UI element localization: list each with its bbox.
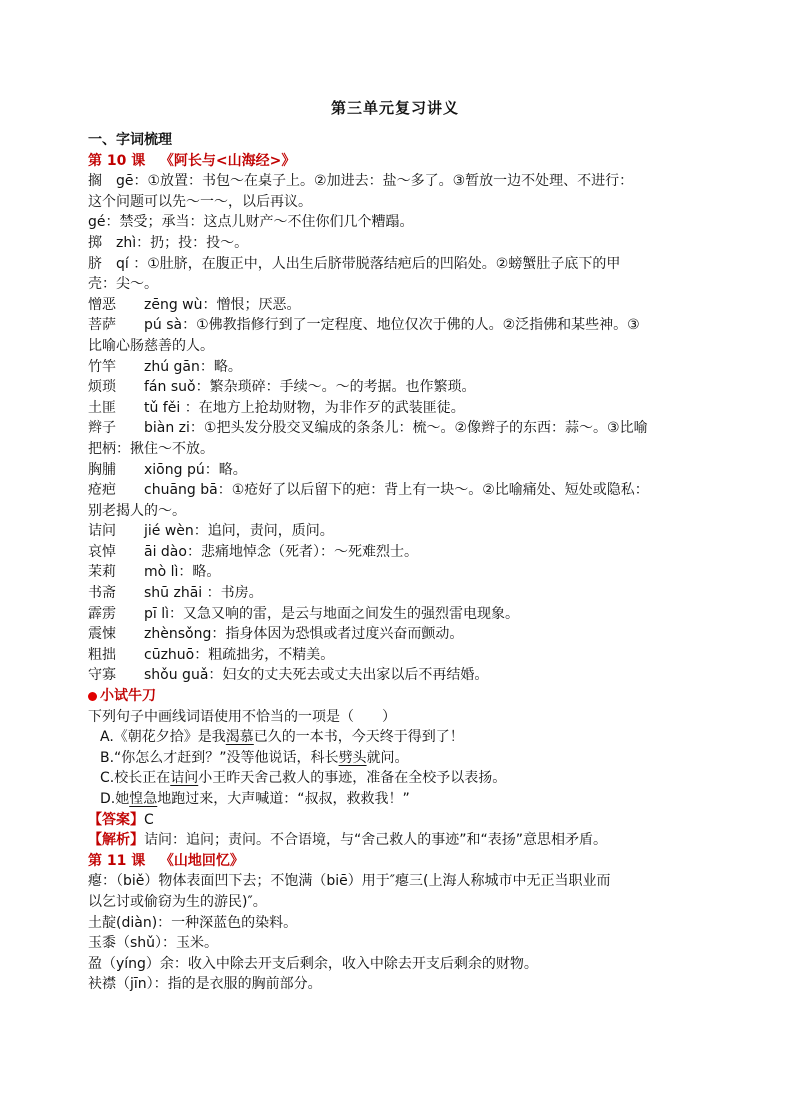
vocab-line: 辫子 biàn zi：①把头发分股交叉编成的条条儿：梳～。②像辫子的东西：蒜～。③比喻 (88, 420, 648, 437)
lesson-10-vocab-list (88, 171, 708, 686)
vocab-line: 烦琐 fán suǒ：繁杂琐碎：手续～。～的考据。也作繁琐。 (88, 379, 476, 396)
vocab-line: 比喻心肠慈善的人。 (88, 337, 214, 354)
underlined-word: 渴慕 (225, 729, 254, 746)
lesson-10-name: 《阿长与<山海经>》 (159, 152, 296, 169)
quiz-heading (88, 686, 708, 707)
lesson-11-heading (88, 851, 708, 872)
option-text: A.《朝花夕拾》是我 (100, 729, 226, 746)
vocab-line: 胸脯 xiōng pú：略。 (88, 461, 247, 478)
vocab-line: 憎恶 zēng wù：憎恨；厌恶。 (88, 296, 301, 313)
vocab-line: gé：禁受；承当：这点儿财产～不住你们几个糟蹋。 (88, 214, 414, 231)
vocab-line: 粗拙 cūzhuō：粗疏拙劣，不精美。 (88, 646, 335, 663)
vocab-line: 霹雳 pī lì：又急又响的雷，是云与地面之间发生的强烈雷电现象。 (88, 605, 520, 622)
vocab-line: 书斋 shū zhāi ：书房。 (88, 585, 263, 602)
underlined-word: 惶急 (129, 791, 158, 807)
lesson-10-heading (88, 151, 708, 172)
lesson-10-label: 第 10 课 (88, 152, 146, 169)
vocab-line: 瘪：（biě）物体表面凹下去；不饱满（biē）用于″瘪三(上海人称城市中无正当职业而 (88, 873, 611, 890)
vocab-line: 菩萨 pú sà：①佛教指修行到了一定程度、地位仅次于佛的人。②泛指佛和某些神。③ (88, 317, 640, 334)
red-dot-icon (88, 692, 97, 701)
vocab-line: 掷 zhì：扔；投：投～。 (88, 234, 249, 251)
vocab-line: 玉黍（shǔ）：玉米。 (88, 935, 219, 952)
vocab-line: 盈（yíng）余：收入中除去开支后剩余，收入中除去开支后剩余的财物。 (88, 955, 538, 972)
lesson-11-name: 《山地回忆》 (159, 852, 244, 869)
vocab-line: 土匪 tǔ fěi ：在地方上抢劫财物，为非作歹的武装匪徒。 (88, 399, 465, 416)
vocab-line: 竹竿 zhú gān：略。 (88, 358, 242, 375)
quiz-answer (88, 810, 708, 831)
underlined-word: 劈头 (338, 749, 367, 766)
vocab-line: 这个问题可以先～一～，以后再议。 (88, 193, 312, 210)
vocab-line: 诘问 jié wèn：追问，责问，质问。 (88, 523, 334, 540)
vocab-line: 震悚 zhènsǒng：指身体因为恐惧或者过度兴奋而颤动。 (88, 626, 464, 643)
answer-value: C (144, 811, 154, 828)
vocab-line: 以乞讨或偷窃为生的游民)″。 (88, 893, 267, 910)
vocab-line: 壳：尖～。 (88, 276, 158, 293)
vocab-line: 别老揭人的～。 (88, 502, 186, 519)
quiz-label: 小试牛刀 (100, 688, 156, 705)
quiz-option-a (88, 727, 708, 748)
option-text: 地跑过来，大声喊道：“叔叔，救救我！” (157, 791, 410, 807)
analysis-label: 【解析】 (88, 832, 144, 849)
vocab-line: 把柄：揪住～不放。 (88, 440, 214, 457)
quiz-analysis (88, 830, 708, 851)
section-heading: 一、字词梳理 (88, 132, 172, 148)
vocab-line: 搁 gē：①放置：书包～在桌子上。②加进去：盐～多了。③暂放一边不处理、不进行： (88, 173, 634, 190)
vocab-line: 土靛(diàn)：一种深蓝色的染料。 (88, 914, 298, 931)
quiz-option-d (88, 789, 708, 810)
vocab-line: 哀悼 āi dào：悲痛地悼念（死者）：～死难烈士。 (88, 543, 418, 560)
quiz-option-b (88, 748, 708, 769)
option-text: B.“你怎么才赶到？”没等他说话，科长 (100, 749, 339, 766)
underlined-word: 诘问 (170, 770, 199, 787)
option-text: 已久的一本书，今天终于得到了！ (253, 729, 464, 746)
vocab-line: 茉莉 mò lì：略。 (88, 564, 221, 581)
option-text: 就问。 (366, 749, 409, 766)
vocab-line: 守寡 shǒu guǎ：妇女的丈夫死去或丈夫出家以后不再结婚。 (88, 667, 489, 684)
vocab-line: 衭襟（jīn）：指的是衣服的胸前部分。 (88, 976, 322, 993)
analysis-text: 诘问：追问；责问。不合语境，与“舍己救人的事迹”和“表扬”意思相矛盾。 (144, 832, 608, 849)
vocab-line: 疮疤 chuāng bā：①疮好了以后留下的疤：背上有一块～。②比喻痛处、短处或隐私： (88, 482, 649, 499)
answer-label: 【答案】 (88, 811, 144, 828)
option-text: D.她 (100, 791, 130, 807)
lesson-11-label: 第 11 课 (88, 852, 146, 869)
option-text: 小王昨天舍己救人的事迹，准备在全校予以表扬。 (198, 770, 507, 787)
quiz-question: 下列句子中画线词语使用不恰当的一项是（ ） (88, 708, 396, 725)
quiz-option-c (88, 768, 708, 789)
option-text: C.校长正在 (100, 770, 171, 787)
page-title: 第三单元复习讲义 (330, 99, 459, 117)
vocab-line: 脐 qí ：①肚脐，在腹正中，人出生后脐带脱落结疤后的凹陷处。②螃蟹肚子底下的甲 (88, 255, 621, 272)
lesson-11-vocab-list (88, 871, 708, 995)
document-content (88, 130, 708, 995)
